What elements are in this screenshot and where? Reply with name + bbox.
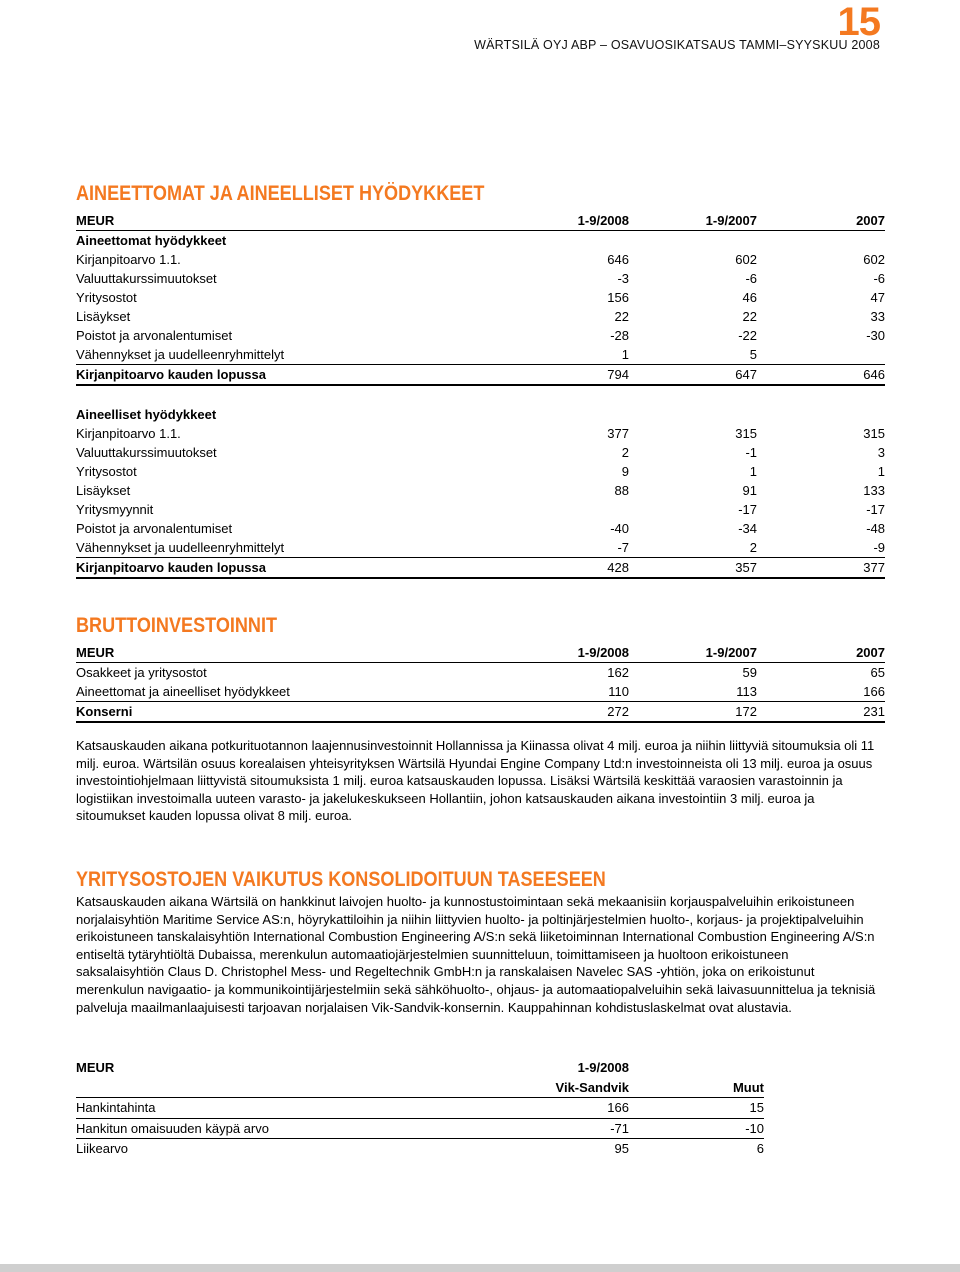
cell-value: 1 xyxy=(877,464,885,479)
cell-value: -48 xyxy=(866,521,885,536)
table-row xyxy=(76,326,885,345)
column-header: 2007 xyxy=(757,211,885,231)
total-value: 646 xyxy=(757,365,885,386)
subheading-row xyxy=(76,231,885,251)
cell-value: 2 xyxy=(629,538,757,558)
subheading-row xyxy=(76,405,885,424)
column-header: 1-9/2008 xyxy=(506,211,629,231)
cell-value: 46 xyxy=(742,290,757,305)
cell-value: -1 xyxy=(745,445,757,460)
page-number: 15 xyxy=(837,0,880,44)
column-header: MEUR xyxy=(76,643,506,663)
table-row xyxy=(76,1098,764,1119)
row-label: Vähennykset ja uudelleenryhmittelyt xyxy=(76,538,506,558)
cell-value: 156 xyxy=(607,290,629,305)
table-row xyxy=(76,462,885,481)
subheading-tangible: Aineelliset hyödykkeet xyxy=(76,407,217,422)
cell-value: 1 xyxy=(749,464,757,479)
cell-value: -6 xyxy=(873,271,885,286)
row-label: Yritysmyynnit xyxy=(76,502,154,517)
bottom-bar xyxy=(0,1264,960,1272)
table-header-row xyxy=(76,211,885,231)
row-label: Valuuttakurssimuutokset xyxy=(76,271,217,286)
row-label: Osakkeet ja yritysostot xyxy=(76,665,207,680)
table-header-row xyxy=(76,1058,764,1078)
row-label: Vähennykset ja uudelleenryhmittelyt xyxy=(76,345,506,365)
table-header-row xyxy=(76,1078,764,1098)
cell-value: 5 xyxy=(629,345,757,365)
row-label: Yritysostot xyxy=(76,464,137,479)
cell-value: 162 xyxy=(607,665,629,680)
running-head: WÄRTSILÄ OYJ ABP – OSAVUOSIKATSAUS TAMMI–SYYSKUU 2008 xyxy=(474,38,880,52)
cell-value: -40 xyxy=(610,521,629,536)
table-row xyxy=(76,663,885,683)
row-label: Poistot ja arvonalentumiset xyxy=(76,521,233,536)
total-value: 428 xyxy=(506,558,629,579)
column-header: 1-9/2008 xyxy=(577,1060,629,1075)
cell-value: 2 xyxy=(621,445,629,460)
cell-value: 91 xyxy=(742,483,757,498)
total-row xyxy=(76,365,885,386)
table-row xyxy=(76,481,885,500)
column-header: 1-9/2007 xyxy=(629,211,757,231)
cell-value: -17 xyxy=(738,502,757,517)
cell-value: 9 xyxy=(621,464,629,479)
total-label: Kirjanpitoarvo kauden lopussa xyxy=(76,365,506,386)
cell-value: 315 xyxy=(735,426,757,441)
table-row xyxy=(76,538,885,558)
cell-value: -10 xyxy=(629,1118,764,1139)
row-label: Hankitun omaisuuden käypä arvo xyxy=(76,1118,506,1139)
cell-value: -6 xyxy=(745,271,757,286)
cell-value: 646 xyxy=(607,252,629,267)
investments-paragraph: Katsauskauden aikana potkurituotannon laajennusinvestoinnit Hollannissa ja Kiinassa olivat 4 milj. euroa ja niihin liittyviä sitoumuksia oli 11 milj. euroa. Wärtsilän osuus korealaisen yhteisyrityksen Wärtsilä Hyundai Engine Company Ltd:n investoinneista oli 13 milj. euroa ja osuus investointiohjelmaan liittyvistä sitoumuksista 1 milj. euroa katsauskauden lopussa. Lisäksi Wärtsilä keskittää varaosien varastoinnin ja logistiikan investoimalla uuteen varasto- ja jakelukeskukseen Hollantiin, johon katsauskauden aikana investointiin 3 milj. euroa ja sitoumukset kauden lopussa olivat 8 milj. euroa. xyxy=(76,738,875,824)
total-value: 794 xyxy=(506,365,629,386)
total-value: 357 xyxy=(629,558,757,579)
acquisitions-table xyxy=(76,1058,764,1159)
cell-value: 22 xyxy=(742,309,757,324)
column-header: MEUR xyxy=(76,1060,115,1075)
cell-value: -17 xyxy=(866,502,885,517)
table-header-row xyxy=(76,643,885,663)
cell-value: -9 xyxy=(757,538,885,558)
cell-value: 15 xyxy=(629,1098,764,1119)
cell-value: -34 xyxy=(738,521,757,536)
row-label: Kirjanpitoarvo 1.1. xyxy=(76,252,181,267)
row-label: Liikearvo xyxy=(76,1141,129,1156)
row-label: Hankintahinta xyxy=(76,1098,506,1119)
column-header: Vik-Sandvik xyxy=(506,1078,629,1098)
total-label: Konserni xyxy=(76,702,506,723)
cell-value: 59 xyxy=(742,665,757,680)
cell-value: 315 xyxy=(863,426,885,441)
acquisitions-paragraph: Katsauskauden aikana Wärtsilä on hankkinut laivojen huolto- ja kunnostustoimintaan sekä mekaanisiin korjauspalveluihin erikoistuneen norjalaisyhtiön Maritime Service AS:n, höyrykattiloihin ja niihin liittyvien huolto- ja poltinjärjestelmien huolto-, korjaus- ja projektipalveluihin erikoistuneen tanskalaisyhtiön International Combustion Engineering A/S:n sekä liiketoiminnan International Combustion Engineering A/S:n entiseltä tytäryhtiöltä Dubaissa, merenkulun automaatiojärjestelmien suunnitteluun, toimittamiseen ja huoltoon erikoistuneen saksalaisyhtiön Claus D. Christophel Mess- und Regeltechnik GmbH:n ja ranskalaisen Navelec SAS -yhtiön, joka on erikoistunut merenkulun navigaatio- ja kommunikointijärjestelmiin sekä sähköhuolto-, ohjaus- ja automaatiopalveluihin sekä laivasuunnittelua ja teknisiä palveluja maailmanlaajuisesti tarjoavan norjalaisen Vik-Sandvik-konsernin. Kauppahinnan kohdistuslaskelmat ovat alustavia. xyxy=(76,894,876,1015)
cell-value: -30 xyxy=(866,328,885,343)
row-label: Aineettomat ja aineelliset hyödykkeet xyxy=(76,682,506,702)
total-row xyxy=(76,702,885,723)
column-header: 1-9/2007 xyxy=(629,643,757,663)
row-label: Poistot ja arvonalentumiset xyxy=(76,328,233,343)
row-label: Kirjanpitoarvo 1.1. xyxy=(76,426,181,441)
total-value: 647 xyxy=(629,365,757,386)
cell-value: 377 xyxy=(607,426,629,441)
cell-value: 88 xyxy=(614,483,629,498)
row-label: Valuuttakurssimuutokset xyxy=(76,445,217,460)
table-row xyxy=(76,1118,764,1139)
investments-table xyxy=(76,643,885,723)
table-row xyxy=(76,424,885,443)
cell-value: 1 xyxy=(506,345,629,365)
cell-value: -71 xyxy=(506,1118,629,1139)
table-row xyxy=(76,307,885,326)
table-row xyxy=(76,1139,764,1159)
cell-value: 110 xyxy=(506,682,629,702)
cell-value: 22 xyxy=(614,309,629,324)
total-value: 231 xyxy=(757,702,885,723)
assets-table xyxy=(76,211,885,579)
table-row xyxy=(76,519,885,538)
cell-value xyxy=(757,345,885,365)
cell-value: -28 xyxy=(610,328,629,343)
cell-value: 133 xyxy=(863,483,885,498)
row-label: Lisäykset xyxy=(76,483,131,498)
cell-value: 95 xyxy=(614,1141,629,1156)
cell-value: 602 xyxy=(863,252,885,267)
total-row xyxy=(76,558,885,579)
section-title-gross-investments: BRUTTOINVESTOINNIT xyxy=(76,614,278,637)
cell-value: -22 xyxy=(738,328,757,343)
column-header: 1-9/2008 xyxy=(506,643,629,663)
cell-value: -3 xyxy=(617,271,629,286)
table-row xyxy=(76,682,885,702)
cell-value: 113 xyxy=(629,682,757,702)
table-row xyxy=(76,250,885,269)
total-label: Kirjanpitoarvo kauden lopussa xyxy=(76,558,506,579)
spacer-row xyxy=(76,385,885,405)
cell-value: 3 xyxy=(877,445,885,460)
column-header: Muut xyxy=(629,1078,764,1098)
table-row xyxy=(76,288,885,307)
cell-value: 166 xyxy=(506,1098,629,1119)
table-row xyxy=(76,500,885,519)
cell-value: 602 xyxy=(735,252,757,267)
cell-value: 166 xyxy=(757,682,885,702)
total-value: 377 xyxy=(757,558,885,579)
table-row xyxy=(76,269,885,288)
cell-value xyxy=(506,500,629,519)
total-value: 172 xyxy=(629,702,757,723)
table-row xyxy=(76,443,885,462)
cell-value: 33 xyxy=(870,309,885,324)
cell-value: 65 xyxy=(870,665,885,680)
section-title-assets: AINEETTOMAT JA AINEELLISET HYÖDYKKEET xyxy=(76,182,485,205)
section-title-acquisitions: YRITYSOSTOJEN VAIKUTUS KONSOLIDOITUUN TASEESEEN xyxy=(76,868,606,891)
total-value: 272 xyxy=(506,702,629,723)
subheading-intangible: Aineettomat hyödykkeet xyxy=(76,233,227,248)
column-header: MEUR xyxy=(76,211,506,231)
table-row xyxy=(76,345,885,365)
cell-value: 47 xyxy=(870,290,885,305)
cell-value: -7 xyxy=(506,538,629,558)
row-label: Lisäykset xyxy=(76,309,131,324)
cell-value: 6 xyxy=(756,1141,764,1156)
row-label: Yritysostot xyxy=(76,290,137,305)
column-header: 2007 xyxy=(757,643,885,663)
